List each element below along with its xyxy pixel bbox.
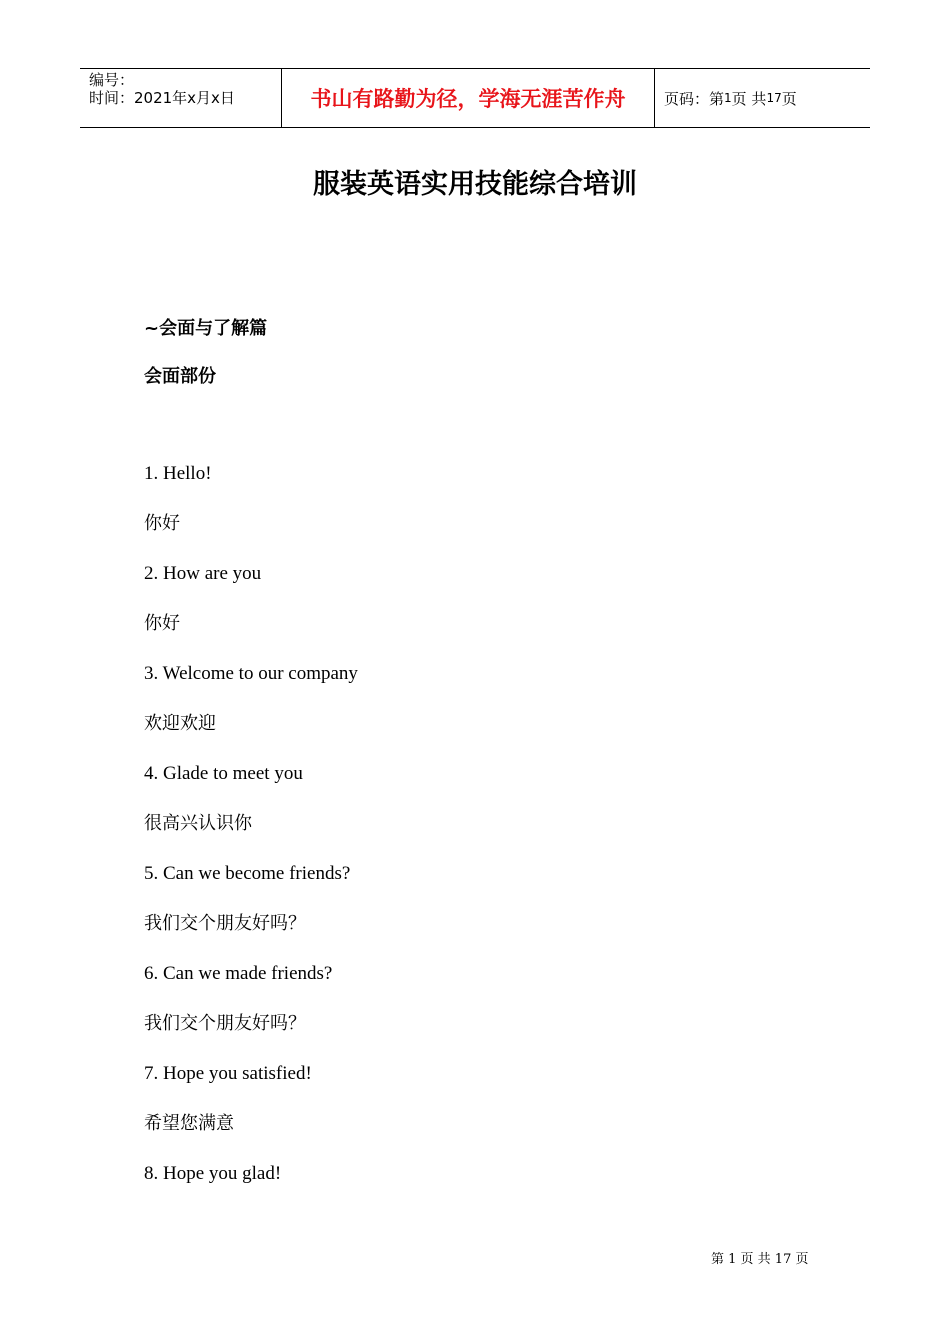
phrase-zh-6: 我们交个朋友好吗？ (144, 1013, 306, 1034)
header-motto: 书山有路勤为径，学海无涯苦作舟 (282, 69, 655, 127)
document-header (80, 68, 870, 128)
phrase-en-4: 4. Glade to meet you (144, 763, 303, 784)
header-page-label: 页码：第 (664, 89, 725, 108)
header-meta-cell (80, 69, 282, 127)
header-page-cell (655, 69, 870, 127)
phrase-en-1: 1. Hello! (144, 463, 212, 484)
header-time-label: 时间：2021年x月x日 (89, 89, 235, 107)
header-page-total: 17 (766, 91, 782, 105)
phrase-zh-4: 很高兴认识你 (144, 813, 252, 834)
phrase-en-5: 5. Can we become friends? (144, 863, 351, 884)
phrase-en-2: 2. How are you (144, 563, 262, 584)
phrase-zh-5: 我们交个朋友好吗？ (144, 913, 306, 934)
sub-heading: 会面部份 (144, 366, 216, 387)
phrase-zh-3: 欢迎欢迎 (144, 713, 216, 734)
section-heading: ~会面与了解篇 (144, 318, 268, 339)
document-body (144, 316, 824, 1214)
document-title: 服装英语实用技能综合培训 (313, 169, 637, 200)
page-footer: 第 1 页 共 17 页 (711, 1252, 809, 1267)
blank-line (144, 412, 824, 464)
header-page-number: 1 (724, 91, 732, 105)
phrase-zh-1: 你好 (144, 513, 180, 534)
phrase-en-8: 8. Hope you glad! (144, 1163, 282, 1184)
header-page-mid: 页 共 (731, 89, 767, 108)
phrase-en-7: 7. Hope you satisfied! (144, 1063, 312, 1084)
phrase-en-3: 3. Welcome to our company (144, 663, 358, 684)
phrase-zh-7: 希望您满意 (144, 1113, 234, 1134)
header-id-label: 编号： (89, 71, 135, 89)
header-page-suffix: 页 (781, 89, 797, 108)
phrase-en-6: 6. Can we made friends? (144, 963, 333, 984)
phrase-zh-2: 你好 (144, 613, 180, 634)
